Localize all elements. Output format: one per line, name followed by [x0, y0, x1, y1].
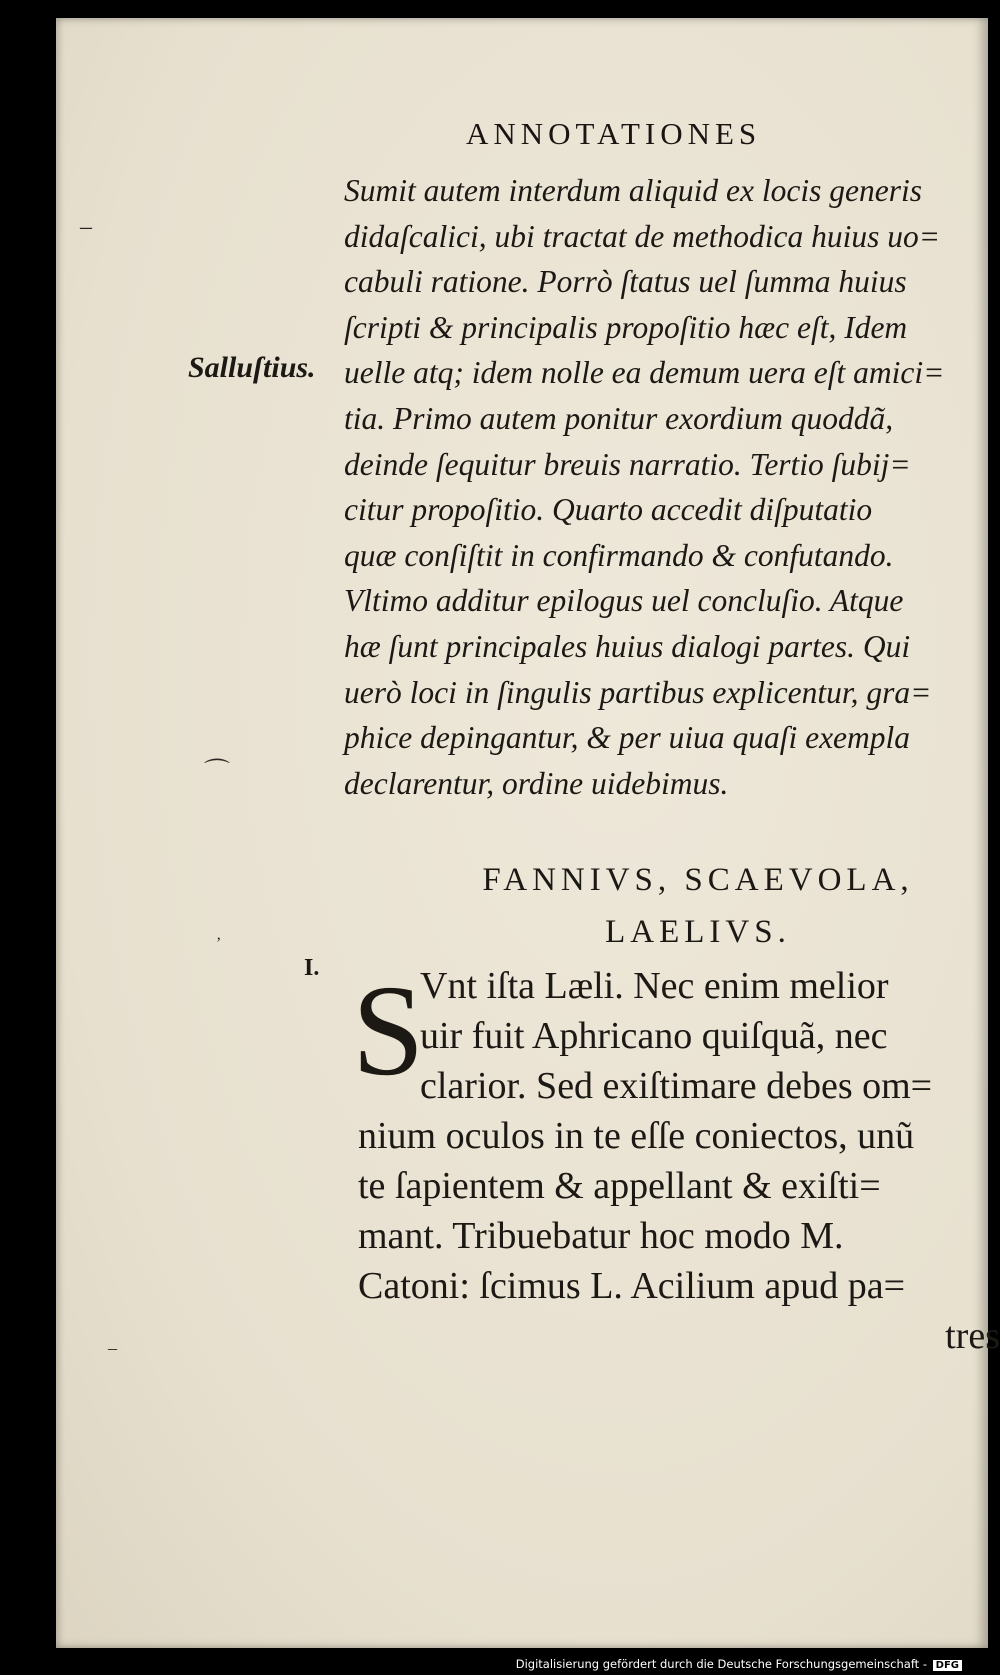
dfg-logo: DFG: [933, 1660, 962, 1671]
main-line: Vnt iſta Læli. Nec enim melior: [420, 965, 889, 1007]
margin-note: Salluſtius.: [188, 351, 316, 384]
speaker-heading: [428, 854, 968, 958]
margin-dash-mark: –: [108, 1338, 117, 1358]
speaker-name-laelius: LAELIVS.: [605, 914, 791, 950]
running-head: ANNOTATIONES: [466, 116, 762, 151]
section-number: I.: [304, 955, 320, 981]
main-line: clarior. Sed exiſtimare debes om=: [420, 1065, 933, 1107]
annotation-line: declarentur, ordine uidebimus.: [344, 765, 729, 801]
annotation-line: tia. Primo autem ponitur exordium quoddã,: [344, 400, 894, 436]
drop-cap: S: [352, 959, 425, 1103]
annotation-line: ſcripti & principalis propoſitio hæc eſt, Idem: [344, 309, 908, 345]
margin-tick-mark: ʼ: [216, 935, 222, 952]
digitization-credit: [516, 1657, 962, 1671]
annotation-line: cabuli ratione. Porrò ſtatus uel ſumma huius: [344, 264, 907, 300]
book-page: [56, 18, 1000, 1648]
annotation-line: uelle atq; idem nolle ea demum uera eſt amici=: [344, 355, 945, 391]
annotation-paragraph: [344, 168, 996, 806]
main-line: uir fuit Aphricano quiſquã, nec: [420, 1015, 888, 1057]
annotation-line: uerò loci in ſingulis partibus explicentur, gra=: [344, 674, 932, 710]
margin-dash-mark: –: [80, 214, 92, 240]
annotation-line: quæ conſiſtit in confirmando & confutando.: [344, 537, 894, 573]
annotation-line: didaſcalici, ubi tractat de methodica huius uo=: [344, 218, 941, 254]
speaker-names: FANNIVS, SCAEVOLA,: [482, 862, 914, 898]
annotation-line: citur propoſitio. Quarto accedit diſputatio: [344, 492, 873, 528]
annotation-line: deinde ſequitur breuis narratio. Tertio ſubij=: [344, 446, 911, 482]
annotation-line: Vltimo additur epilogus uel concluſio. Atque: [344, 583, 904, 619]
credit-text: Digitalisierung gefördert durch die Deutsche Forschungsgemeinschaft -: [515, 1657, 927, 1671]
annotation-line: Sumit autem interdum aliquid ex locis generis: [344, 173, 922, 208]
catchword: tres: [945, 1315, 1000, 1357]
main-line: mant. Tribuebatur hoc modo M.: [358, 1215, 844, 1257]
main-line: te ſapientem & appellant & exiſti=: [358, 1165, 881, 1207]
annotation-line: hæ ſunt principales huius dialogi partes. Qui: [344, 628, 911, 664]
main-line: Catoni: ſcimus L. Acilium apud pa=: [358, 1265, 906, 1307]
main-text: [358, 961, 1000, 1361]
annotation-line: phice depingantur, & per uiua quaſi exempla: [344, 720, 911, 756]
main-line: nium oculos in te eſſe coniectos, unũ: [358, 1115, 915, 1157]
margin-curl-mark: ⌒: [204, 758, 231, 787]
